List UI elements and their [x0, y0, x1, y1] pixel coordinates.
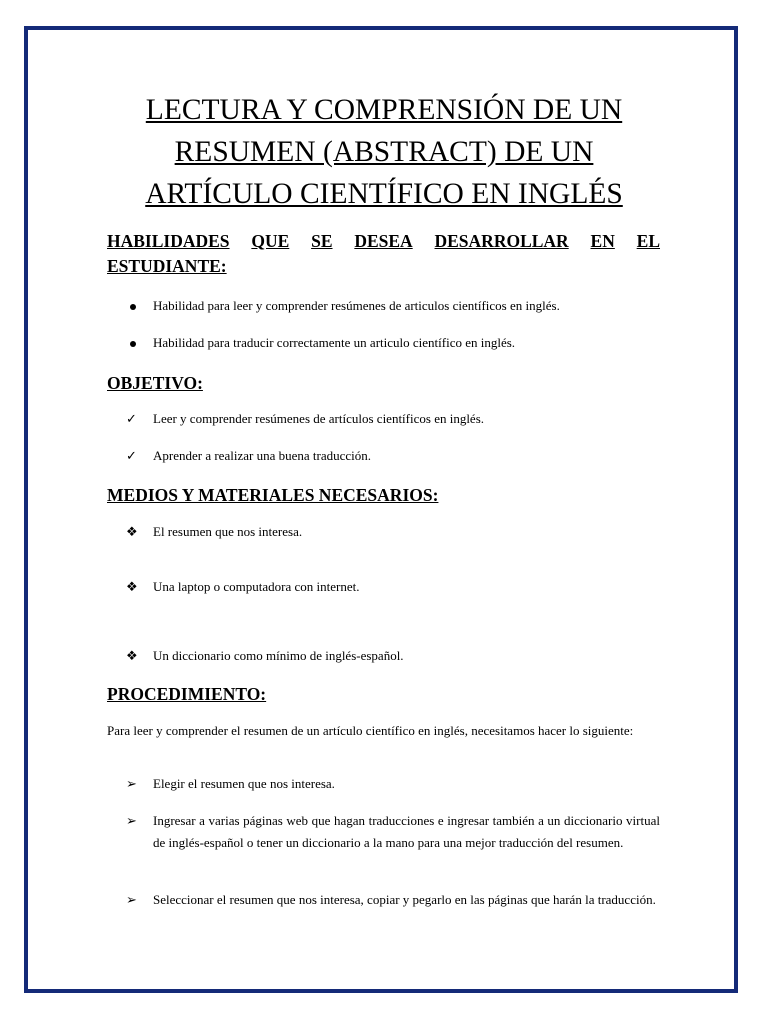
heading-line	[107, 229, 660, 254]
check-icon: ✓	[126, 448, 137, 463]
check-icon: ✓	[126, 411, 137, 426]
heading-word: DESEA	[354, 231, 413, 251]
objetivo-heading: OBJETIVO:	[107, 373, 203, 393]
bullet-icon	[126, 332, 146, 354]
list-item-text: Habilidad para leer y comprender resúmenes de articulos científicos en inglés.	[153, 298, 560, 313]
list-item-text: Elegir el resumen que nos interesa.	[153, 776, 335, 791]
title-line: ARTÍCULO CIENTÍFICO EN INGLÉS	[145, 178, 623, 210]
list-item-text: Seleccionar el resumen que nos interesa, copiar y pegarlo en las páginas que harán la traducción.	[153, 892, 656, 907]
list-item	[126, 445, 660, 467]
heading-word: HABILIDADES	[107, 231, 230, 251]
heading-word: EN	[590, 231, 615, 251]
bullet-icon	[126, 295, 146, 317]
arrow-icon: ➢	[126, 892, 137, 907]
list-item	[126, 645, 660, 667]
list-item	[126, 773, 660, 795]
heading-line: ESTUDIANTE:	[107, 256, 227, 276]
title-line: LECTURA Y COMPRENSIÓN DE UN	[145, 94, 623, 126]
arrow-icon: ➢	[126, 813, 137, 828]
list-item	[126, 810, 660, 854]
list-item-text: Aprender a realizar una buena traducción.	[153, 448, 371, 463]
procedimiento-heading: PROCEDIMIENTO:	[107, 684, 267, 704]
list-item-text: Leer y comprender resúmenes de artículos científicos en inglés.	[153, 411, 485, 426]
list-item-text: El resumen que nos interesa.	[153, 524, 303, 539]
medios-heading: MEDIOS Y MATERIALES NECESARIOS:	[107, 485, 439, 505]
list-item-text: Una laptop o computadora con internet.	[153, 579, 360, 594]
list-item	[126, 295, 660, 317]
heading-word: QUE	[251, 231, 290, 251]
list-item	[126, 889, 660, 911]
heading-word: DESARROLLAR	[434, 231, 569, 251]
document-title	[60, 89, 708, 215]
habilidades-heading	[107, 229, 660, 279]
list-item	[126, 408, 660, 430]
procedimiento-intro: Para leer y comprender el resumen de un artículo científico en inglés, necesitamos hacer lo siguiente:	[107, 723, 634, 738]
list-item	[126, 576, 660, 598]
diamond-icon: ❖	[126, 579, 138, 594]
list-item-text: Un diccionario como mínimo de inglés-español.	[153, 648, 404, 663]
list-item-text: Habilidad para traducir correctamente un articulo científico en inglés.	[153, 335, 516, 350]
heading-word: SE	[311, 231, 333, 251]
diamond-icon: ❖	[126, 524, 138, 539]
diamond-icon: ❖	[126, 648, 138, 663]
heading-word: EL	[636, 231, 660, 251]
list-item	[126, 332, 660, 354]
arrow-icon: ➢	[126, 776, 137, 791]
list-item	[126, 521, 660, 543]
list-item-text: Ingresar a varias páginas web que hagan traducciones e ingresar también a un diccionario virtual de inglés-español o tener un diccionario a la mano para una mejor traducción del resumen.	[153, 813, 660, 850]
title-line: RESUMEN (ABSTRACT) DE UN	[174, 136, 594, 168]
